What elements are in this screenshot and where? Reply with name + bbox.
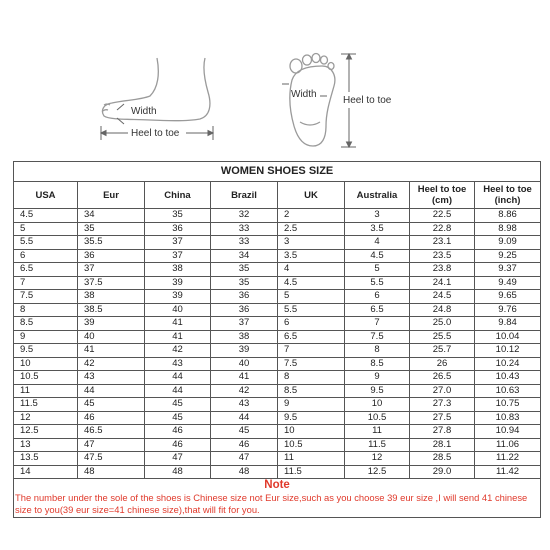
table-row — [14, 357, 541, 371]
table-cell: 34 — [211, 249, 278, 263]
table-cell: 9.65 — [475, 290, 541, 304]
table-cell: 10.5 — [345, 411, 410, 425]
table-cell: 22.5 — [410, 209, 475, 223]
table-cell: 37 — [145, 249, 211, 263]
table-cell: 37 — [78, 263, 145, 277]
table-cell: 46 — [145, 425, 211, 439]
table-cell: 11.22 — [475, 452, 541, 466]
table-cell: 25.0 — [410, 317, 475, 331]
table-cell: 13 — [14, 438, 78, 452]
table-row — [14, 398, 541, 412]
table-cell: 9.5 — [14, 344, 78, 358]
table-cell: 48 — [211, 465, 278, 479]
table-cell: 40 — [211, 357, 278, 371]
table-cell: 37.5 — [78, 276, 145, 290]
table-cell: 4.5 — [278, 276, 345, 290]
table-row — [14, 276, 541, 290]
table-cell: 11.5 — [278, 465, 345, 479]
table-cell: 11.5 — [345, 438, 410, 452]
table-cell: 39 — [145, 276, 211, 290]
table-cell: 11.42 — [475, 465, 541, 479]
table-cell: 12 — [14, 411, 78, 425]
table-cell: 3.5 — [345, 222, 410, 236]
table-cell: 3 — [345, 209, 410, 223]
table-cell: 7 — [278, 344, 345, 358]
table-cell: 33 — [211, 222, 278, 236]
table-cell: 44 — [145, 384, 211, 398]
table-cell: 39 — [211, 344, 278, 358]
table-row — [14, 384, 541, 398]
table-cell: 35 — [145, 209, 211, 223]
table-row — [14, 371, 541, 385]
table-cell: 25.5 — [410, 330, 475, 344]
table-cell: 45 — [211, 425, 278, 439]
table-cell: 10.83 — [475, 411, 541, 425]
table-cell: 35 — [211, 276, 278, 290]
table-cell: 48 — [78, 465, 145, 479]
table-cell: 27.8 — [410, 425, 475, 439]
table-cell: 36 — [78, 249, 145, 263]
table-cell: 4 — [278, 263, 345, 277]
table-title: WOMEN SHOES SIZE — [14, 162, 541, 182]
table-cell: 42 — [211, 384, 278, 398]
table-cell: 23.5 — [410, 249, 475, 263]
table-cell: 47 — [211, 452, 278, 466]
table-cell: 2 — [278, 209, 345, 223]
table-cell: 44 — [211, 411, 278, 425]
side-heel-to-toe-label: Heel to toe — [131, 128, 180, 139]
table-cell: 7.5 — [278, 357, 345, 371]
column-header: Heel to toe (cm) — [410, 182, 475, 209]
table-cell: 6.5 — [14, 263, 78, 277]
table-cell: 9.84 — [475, 317, 541, 331]
table-cell: 6.5 — [345, 303, 410, 317]
column-header: China — [145, 182, 211, 209]
table-cell: 5.5 — [278, 303, 345, 317]
table-cell: 14 — [14, 465, 78, 479]
table-cell: 24.5 — [410, 290, 475, 304]
table-cell: 9 — [345, 371, 410, 385]
table-cell: 40 — [145, 303, 211, 317]
table-cell: 35 — [78, 222, 145, 236]
table-cell: 28.5 — [410, 452, 475, 466]
table-cell: 10.04 — [475, 330, 541, 344]
table-cell: 11 — [345, 425, 410, 439]
table-row — [14, 249, 541, 263]
table-cell: 12 — [345, 452, 410, 466]
table-row — [14, 263, 541, 277]
table-cell: 25.7 — [410, 344, 475, 358]
table-cell: 43 — [145, 357, 211, 371]
table-cell: 9.5 — [345, 384, 410, 398]
table-cell: 41 — [145, 330, 211, 344]
table-cell: 45 — [145, 398, 211, 412]
table-cell: 11 — [278, 452, 345, 466]
table-cell: 35 — [211, 263, 278, 277]
table-cell: 43 — [211, 398, 278, 412]
table-cell: 9.25 — [475, 249, 541, 263]
table-cell: 47 — [78, 438, 145, 452]
table-body — [14, 209, 541, 479]
column-header: Brazil — [211, 182, 278, 209]
table-cell: 22.8 — [410, 222, 475, 236]
size-chart — [13, 161, 540, 518]
table-cell: 36 — [211, 290, 278, 304]
sole-heel-to-toe-label: Heel to toe — [343, 95, 392, 106]
table-cell: 8 — [345, 344, 410, 358]
table-cell: 35.5 — [78, 236, 145, 250]
table-cell: 5 — [345, 263, 410, 277]
table-cell: 12.5 — [345, 465, 410, 479]
table-cell: 10 — [14, 357, 78, 371]
column-header: UK — [278, 182, 345, 209]
side-width-label: Width — [131, 106, 157, 117]
table-cell: 38.5 — [78, 303, 145, 317]
table-cell: 10.75 — [475, 398, 541, 412]
table-cell: 7 — [14, 276, 78, 290]
table-cell: 10.63 — [475, 384, 541, 398]
table-cell: 26 — [410, 357, 475, 371]
table-cell: 7.5 — [14, 290, 78, 304]
table-cell: 26.5 — [410, 371, 475, 385]
note-text: The number under the sole of the shoes is Chinese size not Eur size,such as you choose 39 eur size ,I will send 41 chinese size to you(39 eur size=41 chinese size),that will fit for you. — [15, 492, 528, 515]
table-cell: 43 — [78, 371, 145, 385]
table-cell: 5 — [14, 222, 78, 236]
table-cell: 7.5 — [345, 330, 410, 344]
table-cell: 40 — [78, 330, 145, 344]
table-row — [14, 290, 541, 304]
table-cell: 9.37 — [475, 263, 541, 277]
table-cell: 28.1 — [410, 438, 475, 452]
table-cell: 9.49 — [475, 276, 541, 290]
table-cell: 42 — [78, 357, 145, 371]
column-header: Australia — [345, 182, 410, 209]
table-cell: 12.5 — [14, 425, 78, 439]
table-row — [14, 425, 541, 439]
table-cell: 38 — [145, 263, 211, 277]
table-cell: 8.5 — [278, 384, 345, 398]
table-cell: 7 — [345, 317, 410, 331]
table-cell: 9 — [278, 398, 345, 412]
table-row — [14, 452, 541, 466]
table-row — [14, 465, 541, 479]
table-cell: 39 — [145, 290, 211, 304]
table-cell: 8.86 — [475, 209, 541, 223]
table-cell: 3 — [278, 236, 345, 250]
table-cell: 10.24 — [475, 357, 541, 371]
table-cell: 27.3 — [410, 398, 475, 412]
table-row — [14, 438, 541, 452]
table-cell: 47.5 — [78, 452, 145, 466]
table-cell: 46 — [78, 411, 145, 425]
table-cell: 38 — [78, 290, 145, 304]
table-row — [14, 209, 541, 223]
table-cell: 46 — [211, 438, 278, 452]
table-cell: 11.5 — [14, 398, 78, 412]
table-cell: 6.5 — [278, 330, 345, 344]
table-cell: 9.09 — [475, 236, 541, 250]
table-cell: 6 — [14, 249, 78, 263]
table-row — [14, 317, 541, 331]
table-row — [14, 411, 541, 425]
table-cell: 9 — [14, 330, 78, 344]
table-cell: 6 — [345, 290, 410, 304]
table-cell: 4 — [345, 236, 410, 250]
table-cell: 41 — [78, 344, 145, 358]
note-title: Note — [264, 479, 290, 491]
table-cell: 44 — [145, 371, 211, 385]
table-cell: 32 — [211, 209, 278, 223]
table-cell: 48 — [145, 465, 211, 479]
table-row — [14, 222, 541, 236]
table-cell: 38 — [211, 330, 278, 344]
table-cell: 46.5 — [78, 425, 145, 439]
table-cell: 47 — [145, 452, 211, 466]
table-cell: 10.12 — [475, 344, 541, 358]
table-cell: 10.5 — [14, 371, 78, 385]
table-cell: 8.98 — [475, 222, 541, 236]
table-row — [14, 344, 541, 358]
table-cell: 2.5 — [278, 222, 345, 236]
table-cell: 45 — [145, 411, 211, 425]
table-row — [14, 303, 541, 317]
table-cell: 34 — [78, 209, 145, 223]
table-cell: 13.5 — [14, 452, 78, 466]
table-cell: 27.0 — [410, 384, 475, 398]
table-cell: 4.5 — [345, 249, 410, 263]
table-cell: 4.5 — [14, 209, 78, 223]
table-cell: 10 — [278, 425, 345, 439]
table-cell: 5 — [278, 290, 345, 304]
table-cell: 11 — [14, 384, 78, 398]
table-cell: 23.1 — [410, 236, 475, 250]
table-cell: 8 — [14, 303, 78, 317]
table-cell: 5.5 — [14, 236, 78, 250]
table-cell: 45 — [78, 398, 145, 412]
table-cell: 24.8 — [410, 303, 475, 317]
note-row — [14, 479, 541, 518]
table-row — [14, 236, 541, 250]
table-cell: 6 — [278, 317, 345, 331]
table-cell: 44 — [78, 384, 145, 398]
table-cell: 8.5 — [14, 317, 78, 331]
table-cell: 41 — [145, 317, 211, 331]
table-cell: 9.76 — [475, 303, 541, 317]
foot-drawings — [0, 0, 550, 160]
table-cell: 24.1 — [410, 276, 475, 290]
table-cell: 23.8 — [410, 263, 475, 277]
table-cell: 10.5 — [278, 438, 345, 452]
column-header: USA — [14, 182, 78, 209]
table-cell: 10.94 — [475, 425, 541, 439]
column-header: Eur — [78, 182, 145, 209]
table-cell: 37 — [145, 236, 211, 250]
table-cell: 10 — [345, 398, 410, 412]
table-cell: 36 — [211, 303, 278, 317]
table-cell: 5.5 — [345, 276, 410, 290]
table-cell: 41 — [211, 371, 278, 385]
table-cell: 42 — [145, 344, 211, 358]
note-cell — [14, 479, 541, 518]
table-cell: 10.43 — [475, 371, 541, 385]
sole-width-label: Width — [291, 89, 317, 100]
table-cell: 29.0 — [410, 465, 475, 479]
table-header-row — [14, 182, 541, 209]
table-cell: 9.5 — [278, 411, 345, 425]
table-cell: 33 — [211, 236, 278, 250]
table-cell: 46 — [145, 438, 211, 452]
foot-illustrations — [0, 0, 550, 160]
size-table — [13, 161, 541, 518]
table-row — [14, 330, 541, 344]
table-cell: 3.5 — [278, 249, 345, 263]
table-cell: 8.5 — [345, 357, 410, 371]
table-cell: 37 — [211, 317, 278, 331]
table-cell: 11.06 — [475, 438, 541, 452]
table-cell: 36 — [145, 222, 211, 236]
table-cell: 27.5 — [410, 411, 475, 425]
table-cell: 39 — [78, 317, 145, 331]
column-header: Heel to toe (inch) — [475, 182, 541, 209]
table-cell: 8 — [278, 371, 345, 385]
